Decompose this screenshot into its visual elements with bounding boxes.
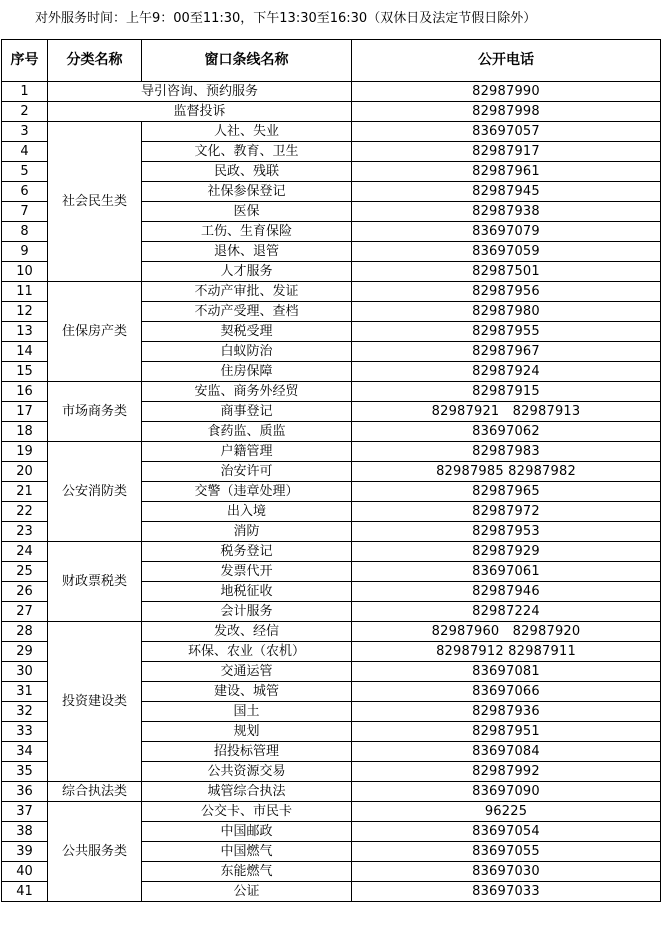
table-row [2,102,661,122]
window-name: 中国燃气 [142,842,352,862]
phone-number: 83697055 [352,842,661,862]
phone-number: 82987953 [352,522,661,542]
window-name: 建设、城管 [142,682,352,702]
phone-number: 82987945 [352,182,661,202]
phone-number: 82987917 [352,142,661,162]
window-name: 城管综合执法 [142,782,352,802]
phone-number: 82987992 [352,762,661,782]
row-number: 40 [2,862,48,882]
phone-number: 82987998 [352,102,661,122]
phone-number: 82987938 [352,202,661,222]
table-row [2,82,661,102]
window-name: 人社、失业 [142,122,352,142]
row-number: 11 [2,282,48,302]
phone-number: 96225 [352,802,661,822]
row-number: 3 [2,122,48,142]
phone-number: 83697061 [352,562,661,582]
row-number: 33 [2,722,48,742]
row-number: 31 [2,682,48,702]
window-name: 医保 [142,202,352,222]
category-name: 公共服务类 [48,802,142,902]
row-number: 23 [2,522,48,542]
row-number: 14 [2,342,48,362]
phone-number: 83697033 [352,882,661,902]
row-number: 29 [2,642,48,662]
window-name: 招投标管理 [142,742,352,762]
window-name: 不动产审批、发证 [142,282,352,302]
row-number: 26 [2,582,48,602]
window-name: 公证 [142,882,352,902]
window-name: 规划 [142,722,352,742]
row-number: 22 [2,502,48,522]
row-number: 8 [2,222,48,242]
window-name: 人才服务 [142,262,352,282]
row-number: 30 [2,662,48,682]
phone-number: 83697062 [352,422,661,442]
row-number: 39 [2,842,48,862]
table-row [2,542,661,562]
window-name: 白蚁防治 [142,342,352,362]
window-name: 商事登记 [142,402,352,422]
phone-number: 82987929 [352,542,661,562]
phone-number: 82987915 [352,382,661,402]
phone-number: 82987990 [352,82,661,102]
window-name: 民政、残联 [142,162,352,182]
window-name: 文化、教育、卫生 [142,142,352,162]
phone-number: 83697054 [352,822,661,842]
table-row [2,622,661,642]
row-number: 13 [2,322,48,342]
phone-number: 82987961 [352,162,661,182]
row-number: 24 [2,542,48,562]
window-name: 东能燃气 [142,862,352,882]
row-number: 35 [2,762,48,782]
row-number: 17 [2,402,48,422]
table-row [2,122,661,142]
row-number: 10 [2,262,48,282]
window-name: 监督投诉 [48,102,352,122]
column-header-category: 分类名称 [48,40,142,82]
table-row [2,282,661,302]
phone-number: 82987224 [352,602,661,622]
row-number: 6 [2,182,48,202]
phone-number: 83697079 [352,222,661,242]
column-header-phone: 公开电话 [352,40,661,82]
row-number: 37 [2,802,48,822]
window-name: 安监、商务外经贸 [142,382,352,402]
row-number: 16 [2,382,48,402]
phone-number: 83697081 [352,662,661,682]
row-number: 12 [2,302,48,322]
window-name: 会计服务 [142,602,352,622]
window-name: 社保参保登记 [142,182,352,202]
row-number: 9 [2,242,48,262]
service-window-table [1,39,661,902]
window-name: 税务登记 [142,542,352,562]
window-name: 契税受理 [142,322,352,342]
window-name: 不动产受理、查档 [142,302,352,322]
phone-number: 82987924 [352,362,661,382]
phone-number: 82987501 [352,262,661,282]
phone-number: 83697090 [352,782,661,802]
window-name: 公交卡、市民卡 [142,802,352,822]
window-name: 发改、经信 [142,622,352,642]
window-name: 户籍管理 [142,442,352,462]
row-number: 18 [2,422,48,442]
row-number: 2 [2,102,48,122]
row-number: 36 [2,782,48,802]
phone-number: 82987955 [352,322,661,342]
row-number: 25 [2,562,48,582]
row-number: 4 [2,142,48,162]
category-name: 住保房产类 [48,282,142,382]
window-name: 导引咨询、预约服务 [48,82,352,102]
row-number: 21 [2,482,48,502]
phone-number: 83697066 [352,682,661,702]
phone-number: 82987912 82987911 [352,642,661,662]
phone-number: 82987951 [352,722,661,742]
phone-number: 83697030 [352,862,661,882]
window-name: 退休、退管 [142,242,352,262]
category-name: 社会民生类 [48,122,142,282]
service-hours-header: 对外服务时间：上午9：00至11:30，下午13:30至16:30（双休日及法定节假日除外） [35,11,537,26]
phone-number: 82987921 82987913 [352,402,661,422]
phone-number: 83697057 [352,122,661,142]
phone-number: 83697059 [352,242,661,262]
phone-number: 82987936 [352,702,661,722]
table-row [2,782,661,802]
window-name: 发票代开 [142,562,352,582]
table-row [2,442,661,462]
window-name: 交通运管 [142,662,352,682]
phone-number: 82987960 82987920 [352,622,661,642]
row-number: 19 [2,442,48,462]
window-name: 公共资源交易 [142,762,352,782]
category-name: 投资建设类 [48,622,142,782]
window-name: 交警（违章处理） [142,482,352,502]
phone-number: 82987985 82987982 [352,462,661,482]
row-number: 28 [2,622,48,642]
phone-number: 82987967 [352,342,661,362]
category-name: 财政票税类 [48,542,142,622]
table-header-row [2,40,661,82]
table-body [2,82,661,902]
window-name: 食药监、质监 [142,422,352,442]
category-name: 公安消防类 [48,442,142,542]
window-name: 环保、农业（农机） [142,642,352,662]
window-name: 国土 [142,702,352,722]
window-name: 工伤、生育保险 [142,222,352,242]
phone-number: 82987946 [352,582,661,602]
row-number: 1 [2,82,48,102]
row-number: 7 [2,202,48,222]
row-number: 27 [2,602,48,622]
phone-number: 82987983 [352,442,661,462]
row-number: 38 [2,822,48,842]
row-number: 20 [2,462,48,482]
column-header-window: 窗口条线名称 [142,40,352,82]
window-name: 中国邮政 [142,822,352,842]
row-number: 41 [2,882,48,902]
table-row [2,382,661,402]
window-name: 消防 [142,522,352,542]
category-name: 综合执法类 [48,782,142,802]
window-name: 地税征收 [142,582,352,602]
phone-number: 82987956 [352,282,661,302]
table-row [2,802,661,822]
phone-number: 82987972 [352,502,661,522]
row-number: 15 [2,362,48,382]
row-number: 32 [2,702,48,722]
row-number: 34 [2,742,48,762]
category-name: 市场商务类 [48,382,142,442]
phone-number: 83697084 [352,742,661,762]
phone-number: 82987965 [352,482,661,502]
column-header-no: 序号 [2,40,48,82]
window-name: 出入境 [142,502,352,522]
window-name: 住房保障 [142,362,352,382]
phone-number: 82987980 [352,302,661,322]
row-number: 5 [2,162,48,182]
window-name: 治安许可 [142,462,352,482]
